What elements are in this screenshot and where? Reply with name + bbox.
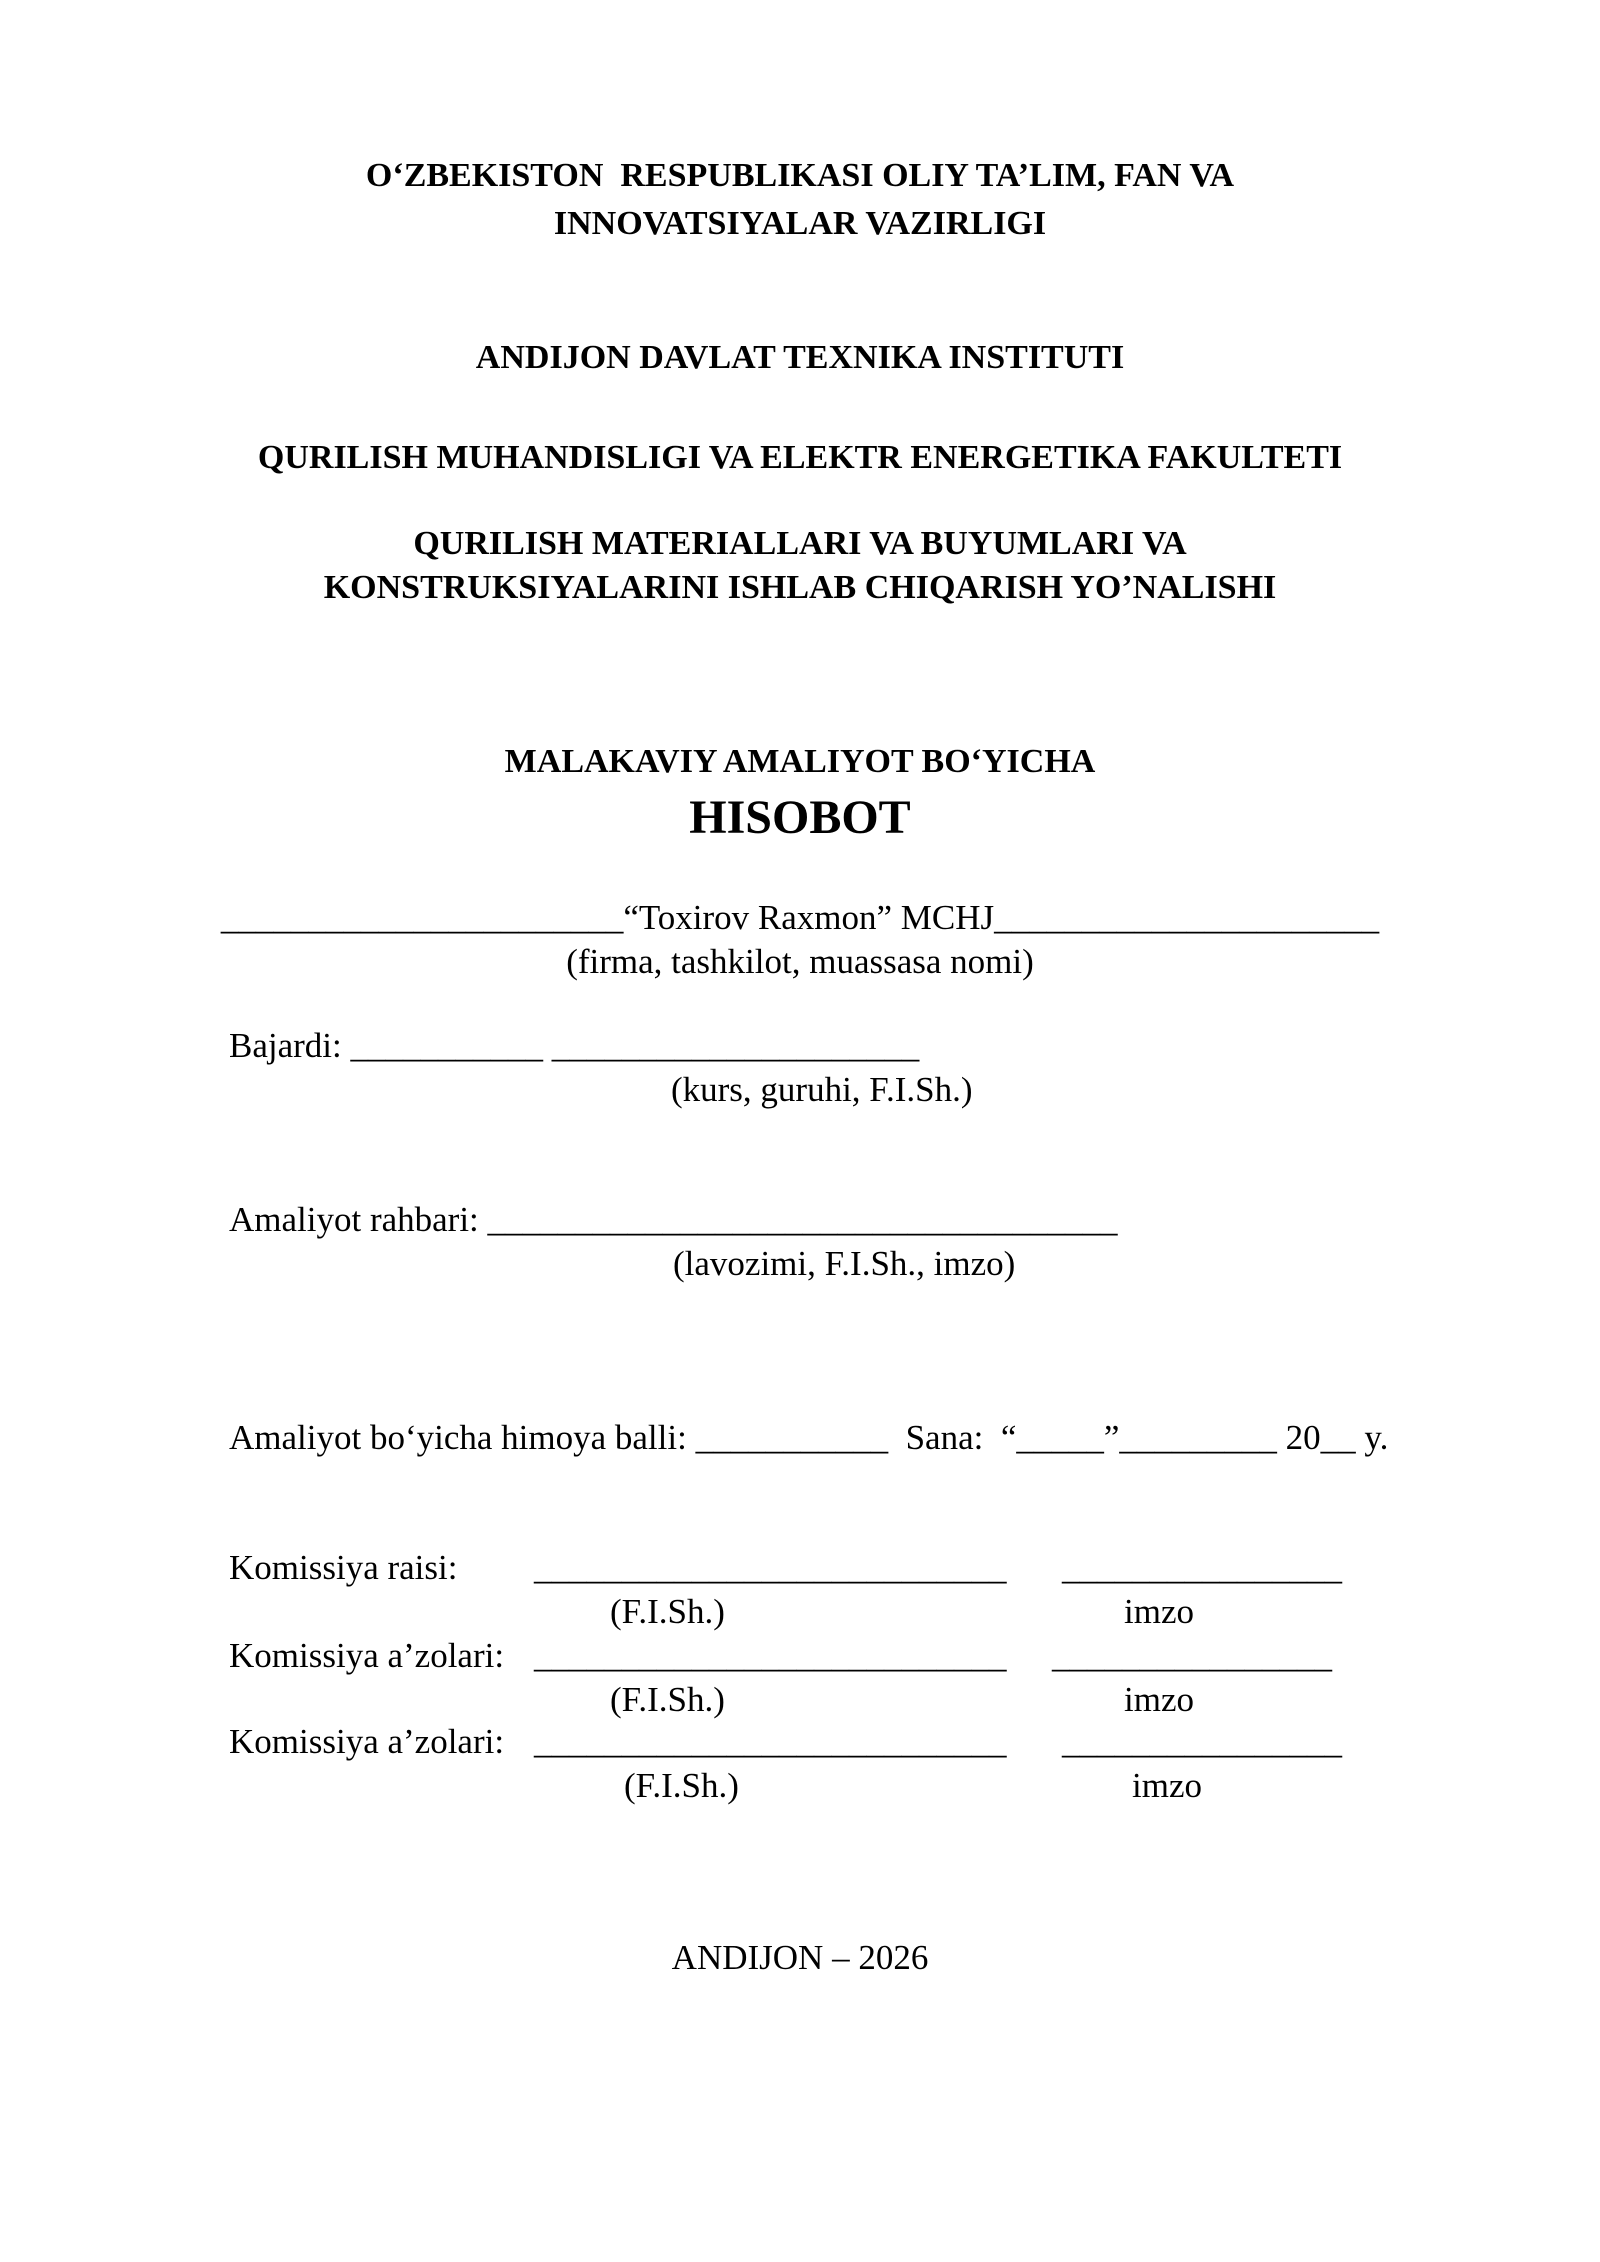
city-year: ANDIJON – 2026: [671, 1938, 929, 1977]
supervisor-line: Amaliyot rahbari: ____________________________________: [229, 1200, 1118, 1239]
ministry-line-1: O‘ZBEKISTON RESPUBLIKASI OLIY TA’LIM, FAN VA: [365, 157, 1235, 194]
commission-member-1-sign-line: ________________: [1052, 1636, 1332, 1675]
direction-line-1: QURILISH MATERIALLARI VA BUYUMLARI VA: [413, 525, 1187, 562]
commission-chair-sign-line: ________________: [1062, 1548, 1342, 1587]
commission-member-2-name-line: ___________________________: [534, 1722, 1007, 1761]
commission-member-2-name-caption: (F.I.Sh.): [624, 1766, 739, 1805]
direction-line-2: KONSTRUKSIYALARINI ISHLAB CHIQARISH YO’NALISHI: [323, 569, 1277, 606]
commission-member-1-name-line: ___________________________: [534, 1636, 1007, 1675]
performer-line: Bajardi: ___________ _____________________: [229, 1026, 920, 1065]
company-line: _______________________“Toxirov Raxmon” MCHJ______________________: [220, 898, 1380, 937]
institute-name: ANDIJON DAVLAT TEXNIKA INSTITUTI: [475, 339, 1125, 376]
commission-member-2-label: Komissiya a’zolari:: [229, 1722, 505, 1761]
faculty-name: QURILISH MUHANDISLIGI VA ELEKTR ENERGETIKA FAKULTETI: [257, 439, 1343, 476]
commission-chair-label: Komissiya raisi:: [229, 1548, 458, 1587]
commission-member-2-sign-caption: imzo: [1132, 1766, 1202, 1805]
commission-member-1-sign-caption: imzo: [1124, 1680, 1194, 1719]
commission-member-2-sign-line: ________________: [1062, 1722, 1342, 1761]
company-caption: (firma, tashkilot, muassasa nomi): [566, 942, 1034, 981]
commission-member-1-name-caption: (F.I.Sh.): [610, 1680, 725, 1719]
commission-member-1-label: Komissiya a’zolari:: [229, 1636, 505, 1675]
commission-chair-name-caption: (F.I.Sh.): [610, 1592, 725, 1631]
defense-score-date-line: Amaliyot bo‘yicha himoya balli: ___________ Sana: “_____”_________ 20__ y.: [229, 1418, 1389, 1457]
commission-chair-name-line: ___________________________: [534, 1548, 1007, 1587]
report-title: HISOBOT: [689, 791, 911, 844]
commission-chair-sign-caption: imzo: [1124, 1592, 1194, 1631]
report-subtitle: MALAKAVIY AMALIYOT BO‘YICHA: [504, 743, 1096, 780]
supervisor-caption: (lavozimi, F.I.Sh., imzo): [673, 1244, 1016, 1283]
ministry-line-2: INNOVATSIYALAR VAZIRLIGI: [553, 205, 1047, 242]
performer-caption: (kurs, guruhi, F.I.Sh.): [671, 1070, 973, 1109]
